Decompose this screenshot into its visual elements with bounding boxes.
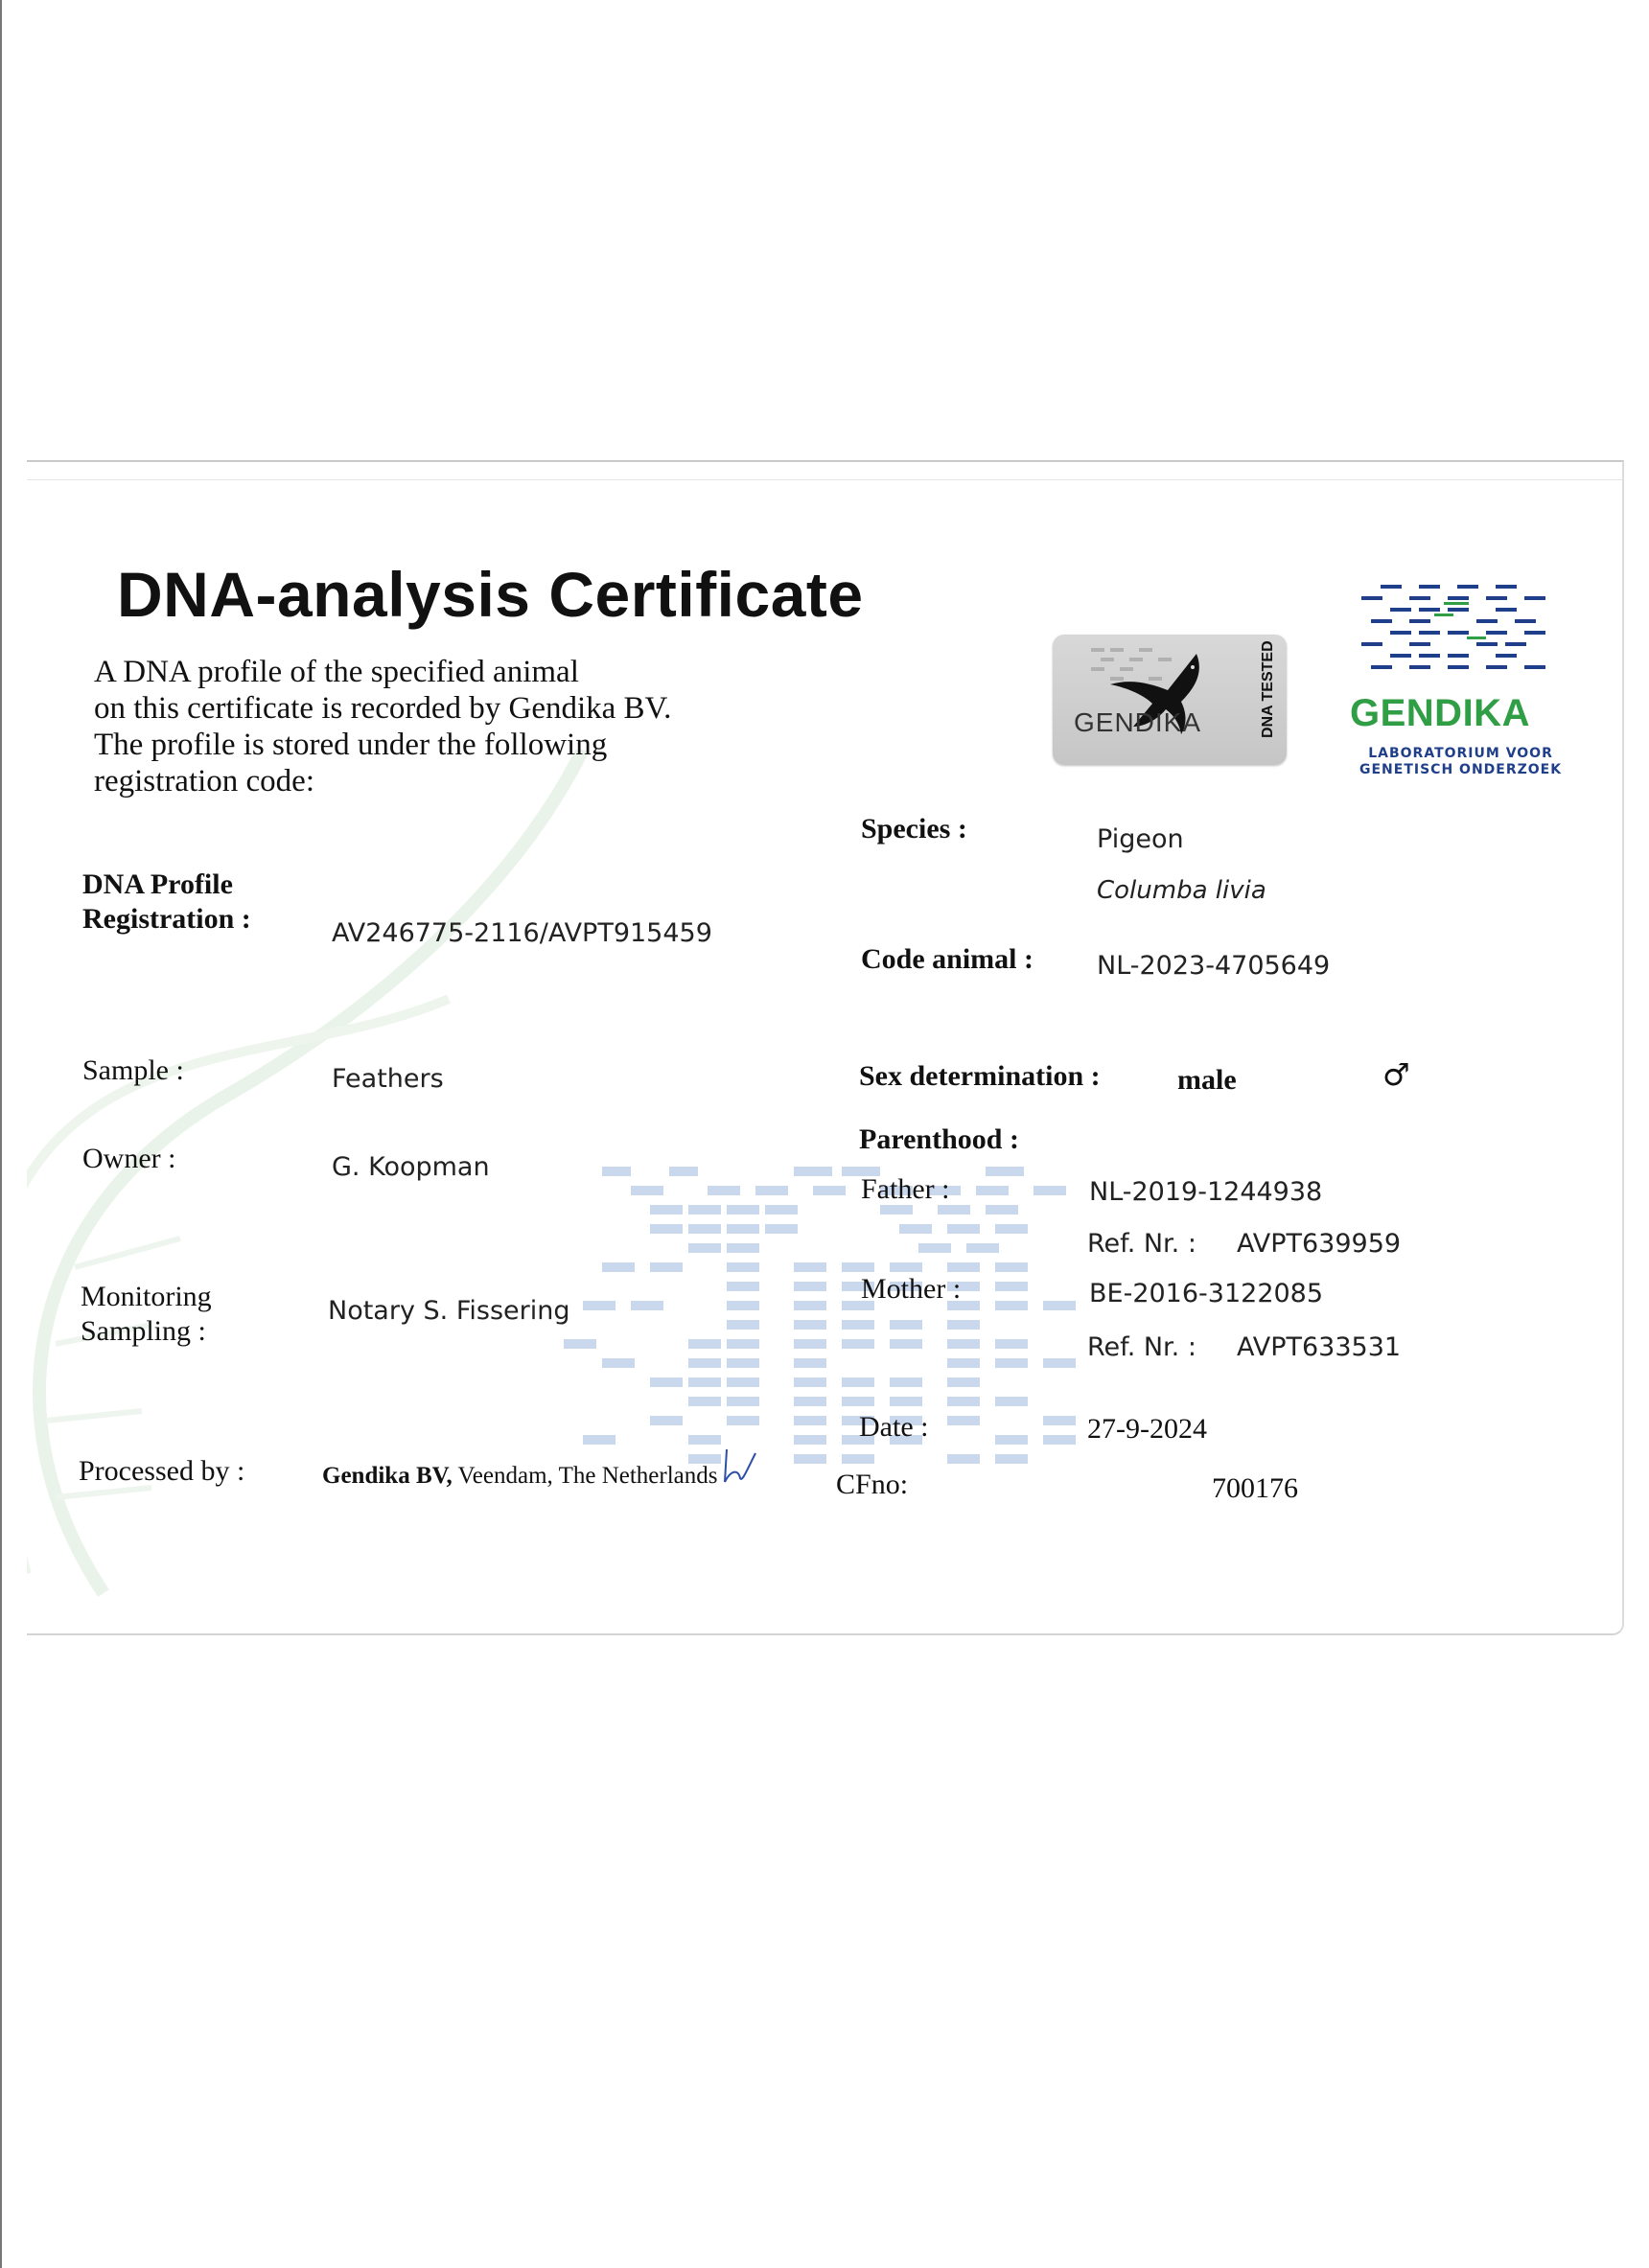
- registration-label: Registration :: [82, 903, 251, 935]
- sex-label: Sex determination :: [859, 1060, 1101, 1092]
- cfno-label: CFno:: [836, 1469, 909, 1500]
- cfno-value: 700176: [1212, 1472, 1298, 1504]
- monitoring-label: Sampling :: [81, 1315, 206, 1347]
- monitoring-label: Monitoring: [81, 1281, 212, 1312]
- logo-name: GENDIKA: [1350, 692, 1530, 734]
- certificate-card: [27, 460, 1624, 1635]
- logo-subtitle: [1359, 746, 1562, 778]
- intro-line: on this certificate is recorded by Gendika BV.: [94, 691, 672, 726]
- sex-value: male: [1177, 1064, 1237, 1096]
- processed-label: Processed by :: [79, 1455, 245, 1487]
- species-latin: Columba livia: [1097, 876, 1266, 905]
- sample-label: Sample :: [82, 1054, 184, 1086]
- father-value: NL-2019-1244938: [1089, 1177, 1323, 1207]
- seal-tag-wrap: [1258, 642, 1277, 757]
- logo-subtitle-line: GENETISCH ONDERZOEK: [1359, 762, 1563, 777]
- card-top-line: [27, 479, 1622, 480]
- sample-value: Feathers: [332, 1064, 444, 1094]
- intro-line: A DNA profile of the specified animal: [94, 655, 579, 689]
- monitoring-value: Notary S. Fissering: [328, 1296, 570, 1326]
- registration-label: DNA Profile: [82, 868, 233, 900]
- mother-value: BE-2016-3122085: [1089, 1279, 1324, 1308]
- logo-subtitle-line: LABORATORIUM VOOR: [1368, 746, 1553, 761]
- seal-tag: DNA TESTED: [1260, 640, 1276, 738]
- owner-value: G. Koopman: [332, 1152, 490, 1182]
- mother-ref-label: Ref. Nr. :: [1087, 1332, 1196, 1362]
- certificate-title: DNA-analysis Certificate: [117, 559, 864, 630]
- parenthood-label: Parenthood :: [859, 1123, 1019, 1155]
- processed-company: Gendika BV,: [322, 1463, 453, 1489]
- scan-edge: [0, 0, 2, 2268]
- registration-value: AV246775-2116/AVPT915459: [332, 918, 712, 948]
- dna-tested-seal: [1053, 635, 1287, 765]
- species-label: Species :: [861, 813, 967, 845]
- mother-ref-value: AVPT633531: [1237, 1332, 1402, 1362]
- seal-brand: GENDIKA: [1074, 707, 1202, 737]
- species-common: Pigeon: [1097, 824, 1184, 854]
- father-ref-value: AVPT639959: [1237, 1229, 1402, 1259]
- pigeon-icon: [1053, 635, 1287, 765]
- code-animal-label: Code animal :: [861, 943, 1034, 975]
- father-ref-label: Ref. Nr. :: [1087, 1229, 1196, 1259]
- processed-place: Veendam, The Netherlands: [452, 1463, 718, 1489]
- date-value: 27-9-2024: [1087, 1413, 1207, 1445]
- father-label: Father :: [861, 1173, 950, 1205]
- mother-label: Mother :: [861, 1273, 962, 1305]
- signature-mark: [717, 1444, 775, 1488]
- date-label: Date :: [859, 1411, 929, 1443]
- gendika-watermark: [564, 1167, 1101, 1512]
- owner-label: Owner :: [82, 1143, 176, 1174]
- intro-text: [94, 654, 784, 799]
- code-animal-value: NL-2023-4705649: [1097, 951, 1331, 981]
- processed-value: [322, 1463, 718, 1490]
- male-symbol-icon: ♂: [1382, 1056, 1410, 1093]
- intro-line: The profile is stored under the following: [94, 728, 608, 762]
- intro-line: registration code:: [94, 764, 315, 798]
